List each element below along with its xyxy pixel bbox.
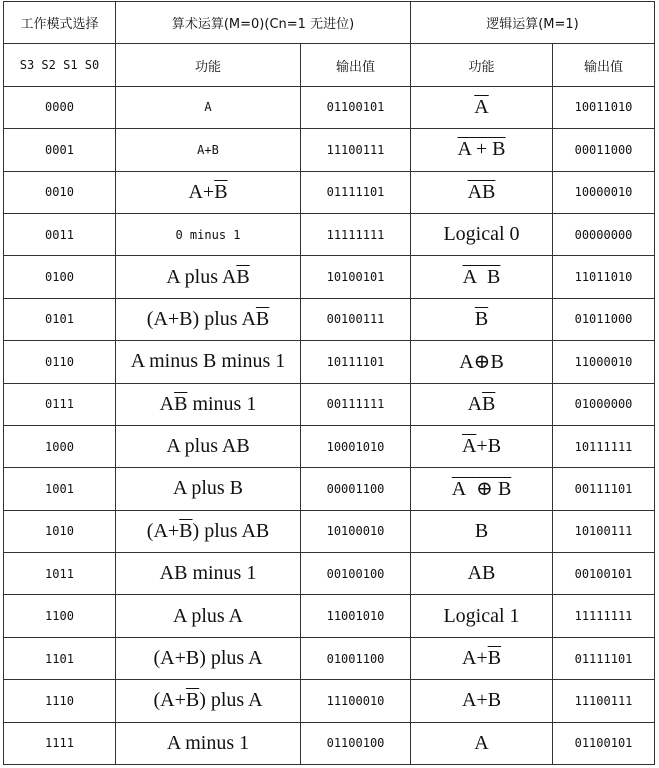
select-bits-header: S3 S2 S1 S0	[4, 44, 116, 86]
arith-function: A plus AB	[116, 425, 301, 467]
logic-function: $\overline{A}+B$	[411, 425, 553, 467]
logic-function: Logical 1	[411, 595, 553, 637]
arith-function: A plus $A\overline{B}$	[116, 256, 301, 298]
logic-function: A B	[411, 256, 553, 298]
logic-output: 01011000	[553, 298, 655, 340]
table-row	[4, 595, 655, 637]
arith-function: (A+B) plus $A\overline{B}$	[116, 298, 301, 340]
arith-output: 10100101	[301, 256, 411, 298]
logic-function: $A+\overline{B}$	[411, 637, 553, 679]
logic-output: 01111101	[553, 637, 655, 679]
select-code: 0011	[4, 213, 116, 255]
arith-output: 11100010	[301, 680, 411, 722]
arith-function: A	[116, 86, 301, 128]
logic-function: $\overline{AB}$	[411, 171, 553, 213]
logic-output: 10111111	[553, 425, 655, 467]
select-code: 0100	[4, 256, 116, 298]
table-row	[4, 298, 655, 340]
table-row	[4, 680, 655, 722]
table-row	[4, 341, 655, 383]
logic-output: 10000010	[553, 171, 655, 213]
logic-output: 10100111	[553, 510, 655, 552]
logic-function: A	[411, 722, 553, 764]
arith-output: 00100111	[301, 298, 411, 340]
table-row	[4, 213, 655, 255]
arith-output: 01100101	[301, 86, 411, 128]
logic-output: 00111101	[553, 468, 655, 510]
logic-output: 00100101	[553, 553, 655, 595]
table-row	[4, 129, 655, 171]
select-code: 1110	[4, 680, 116, 722]
logic-function: Logical 0	[411, 213, 553, 255]
select-code: 1100	[4, 595, 116, 637]
logic-output: 11111111	[553, 595, 655, 637]
mode-select-header: 工作模式选择	[4, 2, 116, 44]
arith-output: 10001010	[301, 425, 411, 467]
logic-function: B	[411, 510, 553, 552]
table-row	[4, 171, 655, 213]
logic-output-header: 输出值	[553, 44, 655, 86]
logic-output: 00011000	[553, 129, 655, 171]
select-code: 1010	[4, 510, 116, 552]
logic-function: A + B	[411, 129, 553, 171]
arith-function: $A\overline{B}$ minus 1	[116, 383, 301, 425]
arith-output: 10111101	[301, 341, 411, 383]
arith-output: 00001100	[301, 468, 411, 510]
select-code: 1101	[4, 637, 116, 679]
table-row	[4, 425, 655, 467]
select-code: 0101	[4, 298, 116, 340]
arith-output: 11100111	[301, 129, 411, 171]
select-code: 0111	[4, 383, 116, 425]
arith-output: 10100010	[301, 510, 411, 552]
arith-function: $(A+\overline{B})$ plus A	[116, 680, 301, 722]
logic-output: 11100111	[553, 680, 655, 722]
table-row	[4, 256, 655, 298]
table-row	[4, 383, 655, 425]
table-row	[4, 637, 655, 679]
select-code: 1001	[4, 468, 116, 510]
logic-function: A⊕B	[411, 341, 553, 383]
arith-function: 0 minus 1	[116, 213, 301, 255]
logic-function: A+B	[411, 680, 553, 722]
logic-header: 逻辑运算(M=1)	[411, 2, 655, 44]
select-code: 1000	[4, 425, 116, 467]
select-code: 0110	[4, 341, 116, 383]
arith-output: 11001010	[301, 595, 411, 637]
logic-function: $\overline{B}$	[411, 298, 553, 340]
select-code: 0000	[4, 86, 116, 128]
table-row	[4, 553, 655, 595]
logic-output: 01000000	[553, 383, 655, 425]
table-row	[4, 722, 655, 764]
logic-output: 11000010	[553, 341, 655, 383]
arith-function: A minus B minus 1	[116, 341, 301, 383]
header-row-1	[4, 2, 655, 44]
table-row	[4, 468, 655, 510]
arith-function: AB minus 1	[116, 553, 301, 595]
logic-function: AB	[411, 553, 553, 595]
arith-function: $A+\overline{B}$	[116, 171, 301, 213]
logic-output: 01100101	[553, 722, 655, 764]
logic-output: 00000000	[553, 213, 655, 255]
select-code: 1111	[4, 722, 116, 764]
arith-output: 00100100	[301, 553, 411, 595]
arith-header: 算术运算(M=0)(Cn=1 无进位)	[116, 2, 411, 44]
logic-function: A ⊕ B	[411, 468, 553, 510]
alu-function-table	[3, 1, 655, 765]
arith-output-header: 输出值	[301, 44, 411, 86]
arith-function: A plus A	[116, 595, 301, 637]
logic-function-header: 功能	[411, 44, 553, 86]
select-code: 1011	[4, 553, 116, 595]
header-row-2	[4, 44, 655, 86]
arith-output: 11111111	[301, 213, 411, 255]
logic-output: 10011010	[553, 86, 655, 128]
arith-output: 00111111	[301, 383, 411, 425]
arith-function: A plus B	[116, 468, 301, 510]
select-code: 0001	[4, 129, 116, 171]
arith-function: $(A+\overline{B})$ plus AB	[116, 510, 301, 552]
table-row	[4, 86, 655, 128]
arith-function: (A+B) plus A	[116, 637, 301, 679]
logic-function: $A\overline{B}$	[411, 383, 553, 425]
logic-output: 11011010	[553, 256, 655, 298]
logic-function: $\overline{A}$	[411, 86, 553, 128]
arith-output: 01100100	[301, 722, 411, 764]
arith-function: A+B	[116, 129, 301, 171]
arith-function: A minus 1	[116, 722, 301, 764]
arith-output: 01111101	[301, 171, 411, 213]
arith-output: 01001100	[301, 637, 411, 679]
arith-function-header: 功能	[116, 44, 301, 86]
table-row	[4, 510, 655, 552]
select-code: 0010	[4, 171, 116, 213]
